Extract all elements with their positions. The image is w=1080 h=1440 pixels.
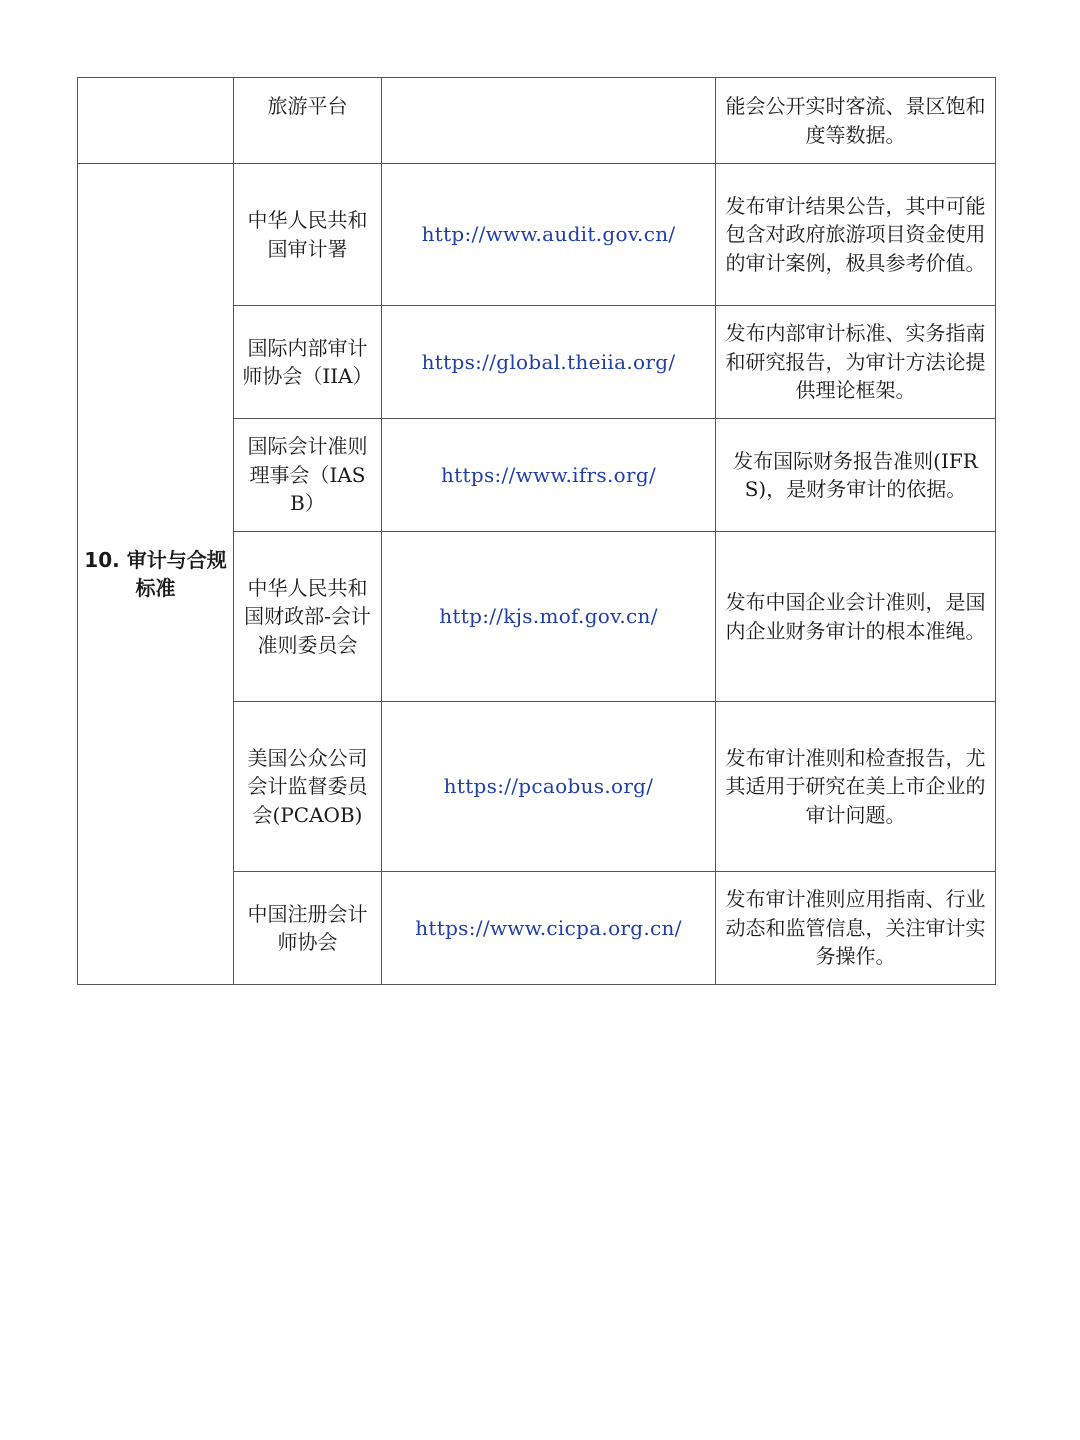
- organization-description: [716, 419, 996, 532]
- organization-description: [716, 306, 996, 419]
- category-label: 10. 审计与合规标准: [84, 547, 227, 600]
- organization-name-text: 中华人民共和国财政部-会计准则委员会: [244, 575, 371, 657]
- table-row-continued: [78, 78, 996, 164]
- organization-name: [234, 78, 382, 164]
- organization-name: [234, 872, 382, 985]
- organization-name: [234, 419, 382, 532]
- organization-description-text: 发布中国企业会计准则，是国内企业财务审计的根本准绳。: [725, 590, 986, 643]
- organization-description-text: 发布内部审计标准、实务指南和研究报告，为审计方法论提供理论框架。: [725, 321, 986, 403]
- table-row: [78, 164, 996, 306]
- organization-description: [716, 872, 996, 985]
- category-cell-empty: [78, 78, 234, 164]
- organization-name-text: 国际内部审计师协会（IIA）: [242, 335, 373, 388]
- website-url-link[interactable]: https://www.ifrs.org/: [382, 419, 716, 532]
- organization-name-text: 中国注册会计师协会: [247, 901, 368, 954]
- website-url-link[interactable]: https://pcaobus.org/: [382, 702, 716, 872]
- category-cell: [78, 164, 234, 985]
- organization-description-text: 发布审计准则应用指南、行业动态和监管信息，关注审计实务操作。: [725, 887, 986, 969]
- organization-description: [716, 164, 996, 306]
- organization-name: [234, 702, 382, 872]
- organization-description: [716, 78, 996, 164]
- organization-name-text: 中华人民共和国审计署: [247, 208, 368, 261]
- organization-description-text: 发布审计准则和检查报告，尤其适用于研究在美上市企业的审计问题。: [725, 745, 986, 827]
- organization-name: [234, 164, 382, 306]
- organization-description-text: 能会公开实时客流、景区饱和度等数据。: [725, 94, 986, 147]
- website-url-link[interactable]: http://kjs.mof.gov.cn/: [382, 532, 716, 702]
- organization-description: [716, 702, 996, 872]
- organization-description-text: 发布国际财务报告准则(IFRS)，是财务审计的依据。: [733, 448, 978, 501]
- organization-name-text: 美国公众公司会计监督委员会(PCAOB): [247, 745, 368, 827]
- website-url-empty: [382, 78, 716, 164]
- organization-name-text: 国际会计准则理事会（IASB）: [247, 434, 368, 516]
- organization-name: [234, 306, 382, 419]
- resource-table: [77, 77, 996, 985]
- organization-description-text: 发布审计结果公告，其中可能包含对政府旅游项目资金使用的审计案例，极具参考价值。: [725, 193, 986, 275]
- organization-name: [234, 532, 382, 702]
- organization-description: [716, 532, 996, 702]
- website-url-link[interactable]: https://global.theiia.org/: [382, 306, 716, 419]
- website-url-link[interactable]: https://www.cicpa.org.cn/: [382, 872, 716, 985]
- website-url-link[interactable]: http://www.audit.gov.cn/: [382, 164, 716, 306]
- organization-name-text: 旅游平台: [267, 94, 348, 118]
